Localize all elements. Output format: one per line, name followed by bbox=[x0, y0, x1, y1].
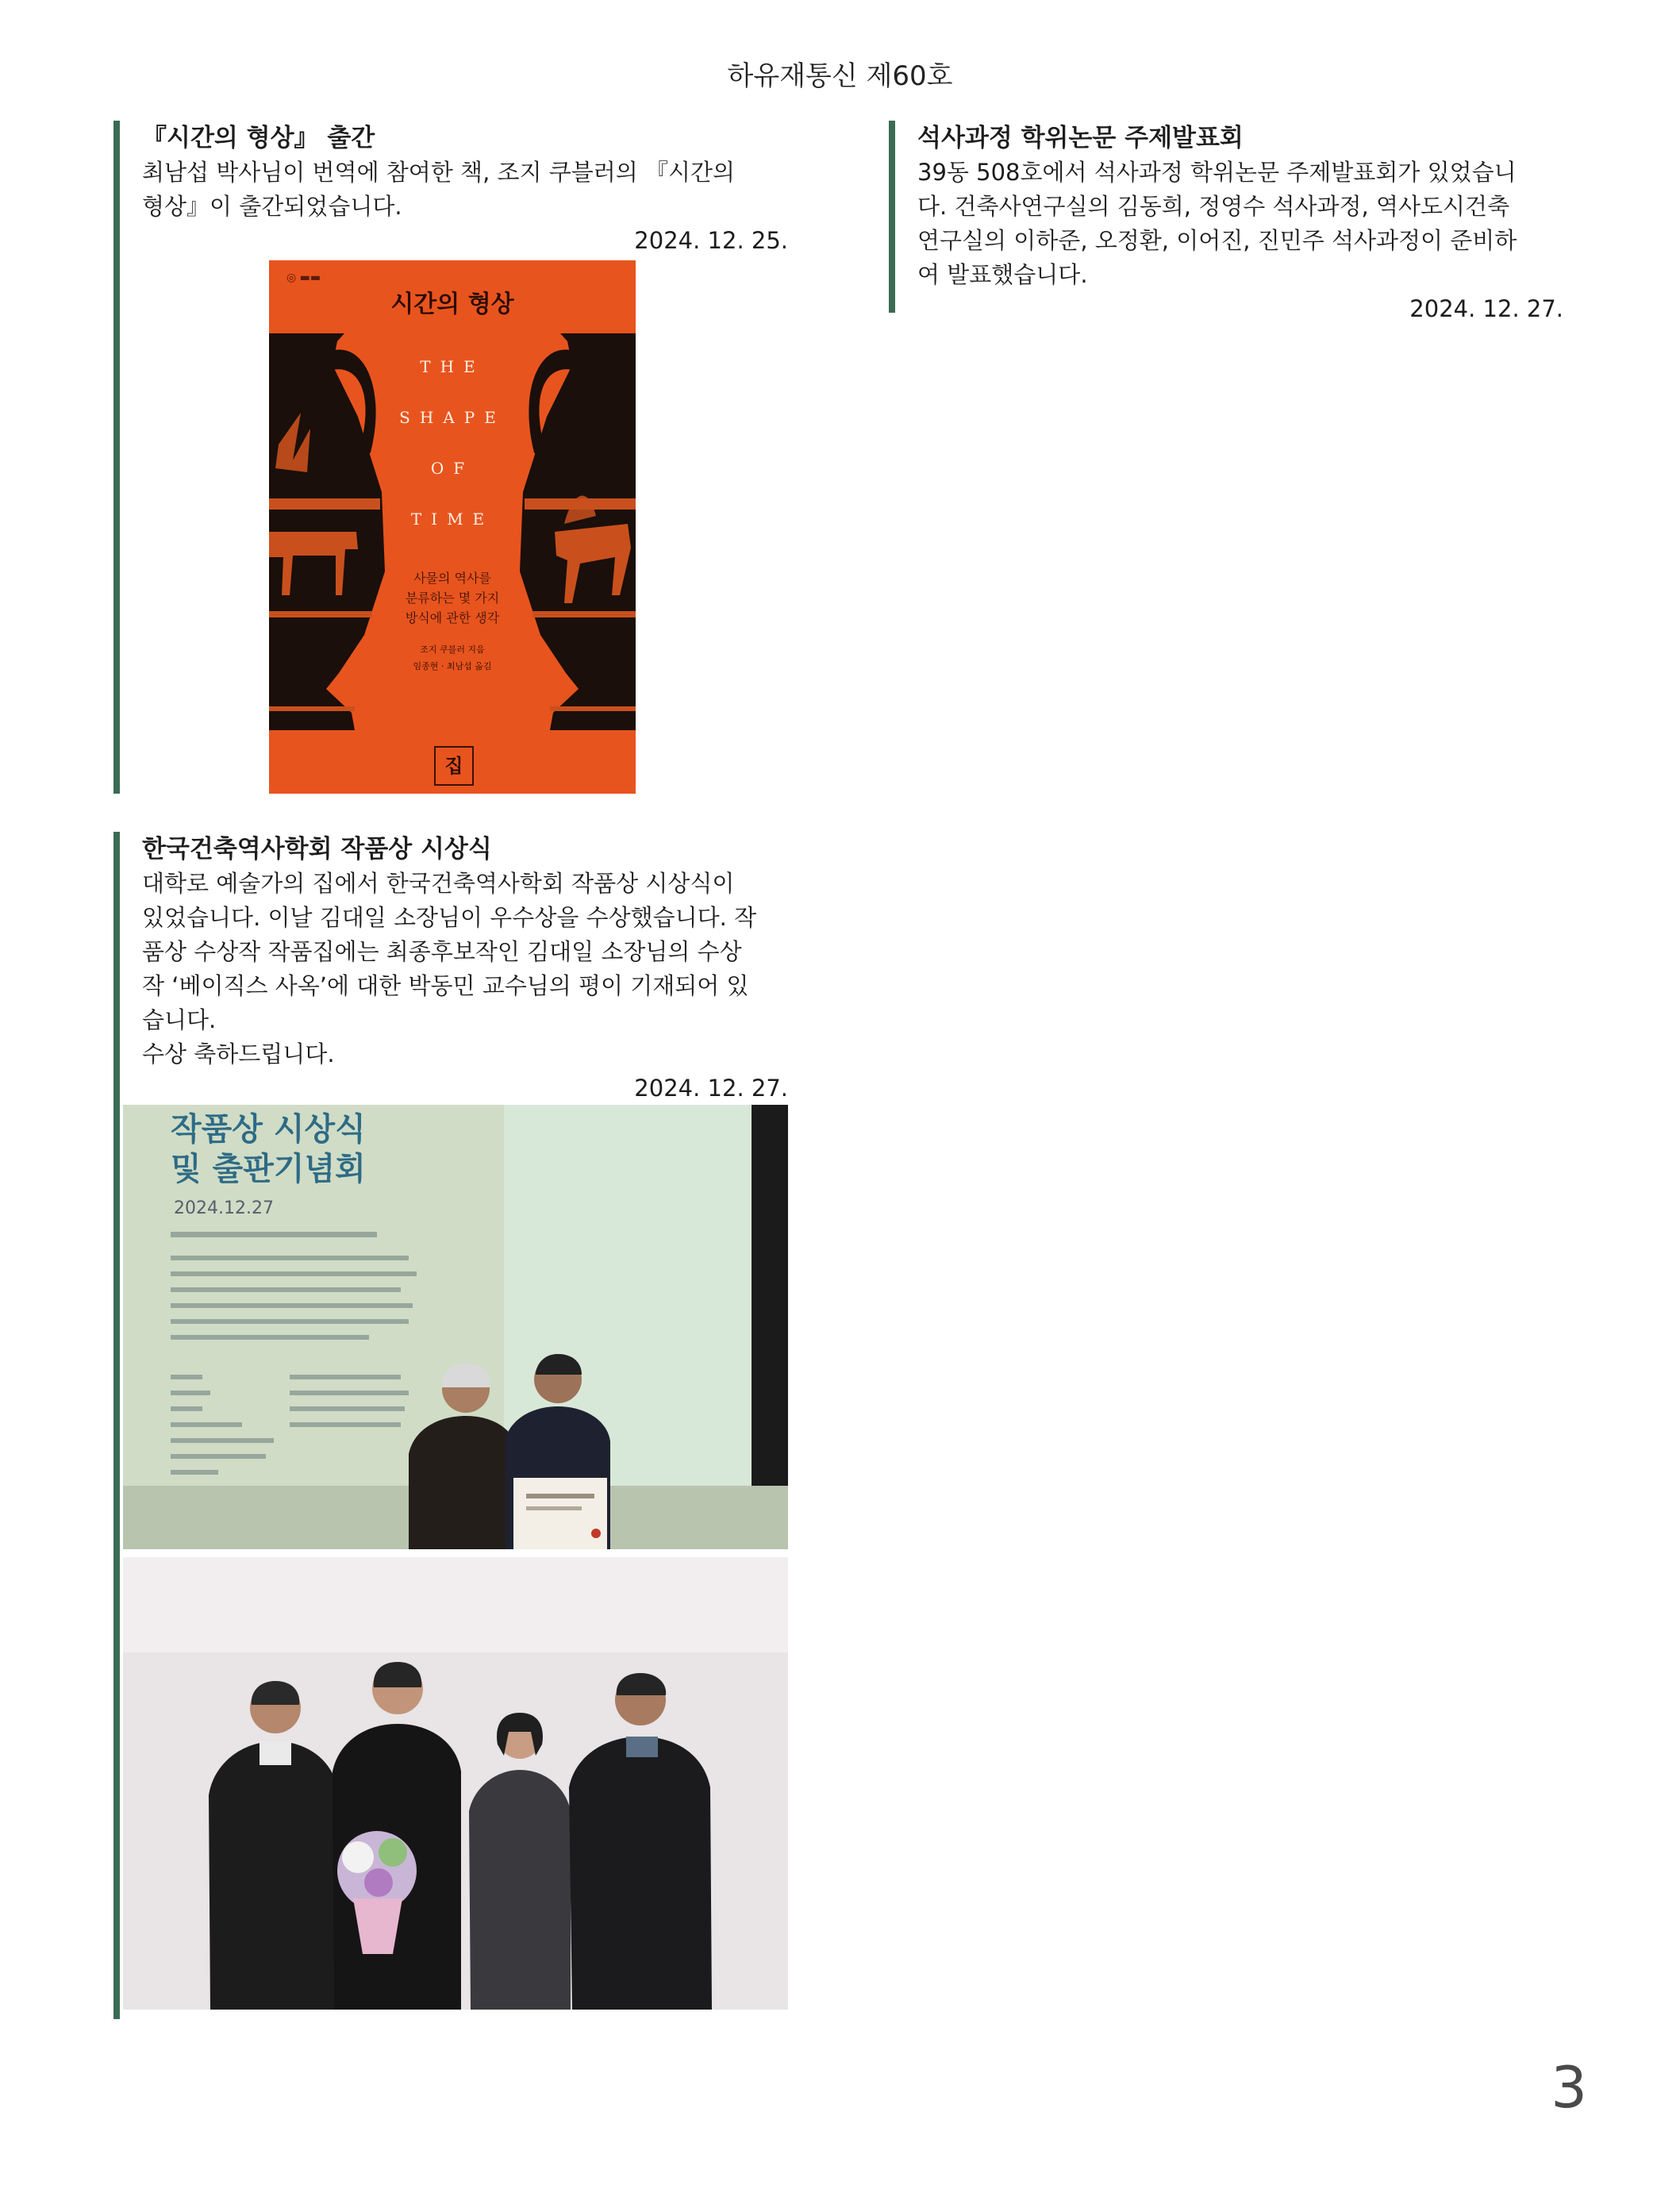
right-vase-illustration bbox=[517, 333, 636, 762]
publisher-mark: 집 bbox=[434, 746, 474, 786]
section-title: 『시간의 형상』 출간 bbox=[142, 124, 375, 152]
accent-bar bbox=[113, 832, 120, 2019]
award-section bbox=[113, 832, 796, 2019]
group-photo bbox=[123, 1557, 788, 2010]
section-title: 석사과정 학위논문 주제발표회 bbox=[917, 124, 1244, 152]
award-ceremony-photo bbox=[123, 1105, 788, 1549]
cover-eng-word: TIME bbox=[410, 510, 494, 529]
page-number: 3 bbox=[1551, 2054, 1587, 2121]
section-body: 최남섭 박사님이 번역에 참여한 책, 조지 쿠블러의 『시간의 형상』이 출간되었습니다. bbox=[142, 159, 736, 220]
cover-eng-word: OF bbox=[430, 459, 475, 478]
section-body: 대학로 예술가의 집에서 한국건축역사학회 작품상 시상식이 있었습니다. 이날 김대일 소장님이 우수상을 수상했습니다. 작 품상 수상작 작품집에는 최종후보작인 김대일 소장님의 수상 작 ‘베이직스 사옥’에 대한 박동민 교수님의 평이 기재되어 있 습니다. 수상 축하드립니다. bbox=[142, 870, 757, 1067]
section-title: 한국건축역사학회 작품상 시상식 bbox=[142, 835, 492, 864]
accent-bar bbox=[889, 121, 895, 313]
section-date: 2024. 12. 25. bbox=[634, 227, 788, 254]
award-recipients-figures bbox=[123, 1105, 788, 1549]
banner-title: 작품상 시상식 및 출판기념회 bbox=[171, 1111, 366, 1187]
section-date: 2024. 12. 27. bbox=[1409, 295, 1563, 322]
cover-author: 조지 쿠블러 지음 임종현 · 최남섭 옮김 bbox=[413, 644, 492, 671]
book-section bbox=[113, 121, 796, 794]
left-vase-illustration bbox=[269, 333, 388, 762]
accent-bar bbox=[113, 121, 120, 794]
cover-eng-word: SHAPE bbox=[399, 408, 506, 427]
section-body: 39동 508호에서 석사과정 학위논문 주제발표회가 있었습니 다. 건축사연구실의 김동희, 정영수 석사과정, 역사도시건축 연구실의 이하준, 오정환, 이어진, 진민주 석사과정이 준비하 여 발표했습니다. bbox=[917, 159, 1517, 288]
publisher-logo: ◎ ▬▬ bbox=[286, 271, 321, 284]
book-cover-image bbox=[269, 260, 636, 794]
screen-date: 2024.12.27 bbox=[174, 1198, 274, 1218]
group-figures bbox=[123, 1557, 788, 2010]
thesis-section bbox=[889, 121, 1571, 322]
section-date: 2024. 12. 27. bbox=[634, 1075, 788, 1102]
newsletter-header: 하유재통신 제60호 bbox=[727, 60, 953, 92]
cover-eng-word: THE bbox=[420, 357, 485, 376]
cover-subtitle: 사물의 역사를 분류하는 몇 가지 방식에 관한 생각 bbox=[405, 571, 500, 625]
cover-title: 시간의 형상 bbox=[390, 290, 514, 318]
